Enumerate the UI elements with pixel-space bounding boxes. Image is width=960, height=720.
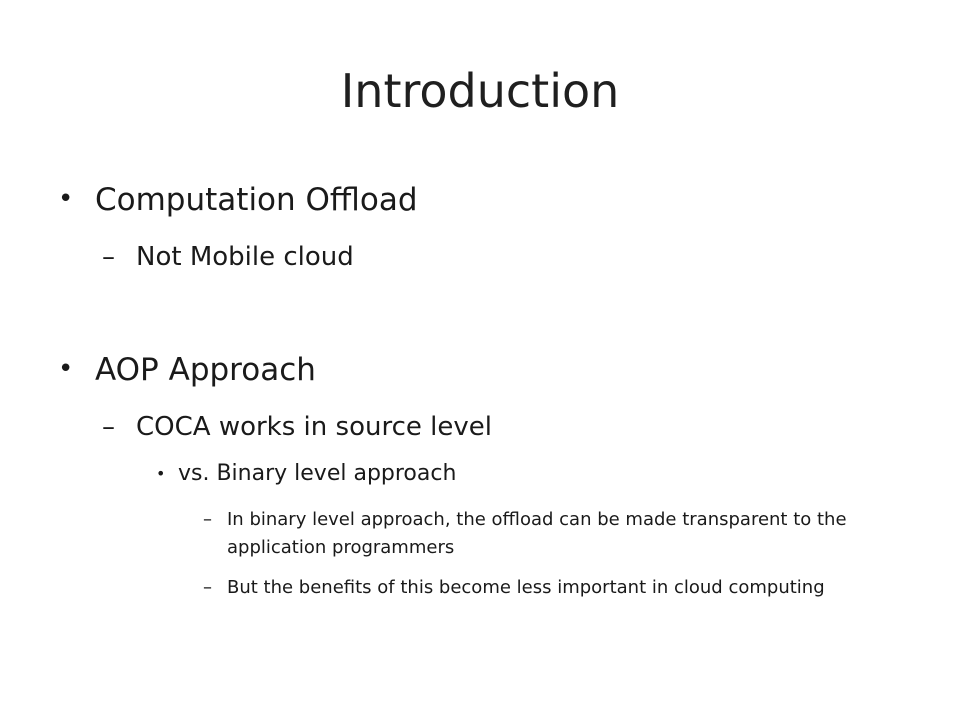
bullet-text: Not Mobile cloud <box>136 242 354 272</box>
dash-icon: – <box>102 242 115 272</box>
bullet-text: AOP Approach <box>95 352 316 388</box>
bullet-text: In binary level approach, the offload can be made transparent to the application programmers <box>227 509 847 558</box>
bullet-icon: • <box>58 184 74 214</box>
dash-icon: – <box>203 577 212 598</box>
bullet-icon: • <box>156 464 166 483</box>
bullet-text: Computation Offload <box>95 182 418 218</box>
dash-icon: – <box>203 509 212 530</box>
bullet-text: COCA works in source level <box>136 412 492 442</box>
bullet-text: vs. Binary level approach <box>178 461 457 486</box>
bullet-text: But the benefits of this become less important in cloud computing <box>227 577 825 598</box>
slide-title: Introduction <box>340 64 620 118</box>
bullet-icon: • <box>58 354 74 384</box>
dash-icon: – <box>102 412 115 442</box>
